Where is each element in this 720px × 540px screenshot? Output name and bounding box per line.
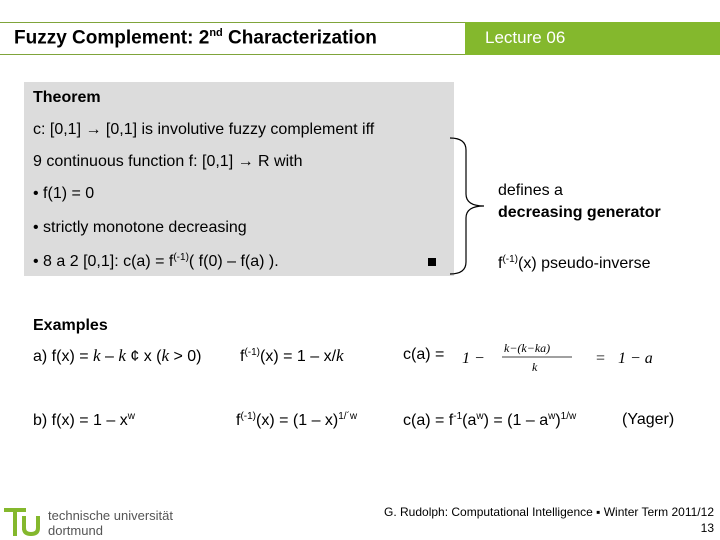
slide-title: Fuzzy Complement: 2nd Characterization bbox=[14, 27, 377, 49]
logo-line-2: dortmund bbox=[48, 523, 103, 538]
formula-denominator: k bbox=[532, 360, 538, 374]
example-a-function: a) f(x) = k – k ¢ x (k > 0) bbox=[33, 346, 202, 365]
generator-note-line-1: defines a bbox=[498, 182, 563, 199]
example-b-function: b) $f(x) = 1 - x^w$ bbox=[33, 411, 135, 429]
theorem-bullet-2: • strictly monotone decreasing bbox=[33, 219, 247, 236]
example-b-complement: $c(a) = f^{-1}(a^w) = (1 - a^w)^{1/w}$ bbox=[403, 411, 577, 429]
yager-label: (Yager) bbox=[622, 411, 675, 428]
example-b-inverse: $f^{(-1)}(x) = (1 - x)^{1/´w}$ bbox=[236, 411, 358, 429]
formula-lead: 1 − bbox=[462, 350, 485, 367]
generator-note bbox=[498, 180, 661, 224]
example-a-formula bbox=[460, 340, 675, 376]
theorem-box bbox=[24, 82, 454, 276]
footer-credit-text: G. Rudolph: Computational Intelligence ▪ Winter Term 2011/12 bbox=[384, 505, 714, 519]
formula-equals: = bbox=[596, 350, 606, 367]
formula-numerator: k−(k−ka) bbox=[504, 341, 551, 355]
generator-note-line-2: decreasing generator bbox=[498, 204, 661, 221]
example-a-complement-label: c(a) = bbox=[403, 346, 445, 363]
examples-heading: Examples bbox=[33, 317, 108, 334]
tu-dortmund-logo bbox=[0, 502, 200, 540]
example-a-inverse: $f^{(-1)}(x) = 1 - x/k$ bbox=[240, 346, 344, 365]
qed-square-icon bbox=[428, 258, 436, 266]
theorem-line-1: c: [0,1] → [0,1] is involutive fuzzy complement iff bbox=[33, 121, 375, 138]
lecture-label: Lecture 06 bbox=[485, 28, 566, 47]
page-number: 13 bbox=[700, 521, 714, 535]
theorem-bullet-1: • f(1) = 0 bbox=[33, 185, 95, 202]
footer-credit bbox=[384, 504, 714, 536]
theorem-heading: Theorem bbox=[33, 89, 101, 106]
logo-line-1: technische universität bbox=[48, 508, 174, 523]
theorem-line-2: 9 continuous function f: [0,1] → R with bbox=[33, 153, 303, 170]
theorem-bullet-3: • 8 a 2 [0,1]: $c(a) = f^{(-1)}$( f(0) – f(a) ). bbox=[33, 252, 279, 270]
formula-result: 1 − a bbox=[618, 350, 653, 367]
right-brace-icon bbox=[448, 136, 488, 276]
pseudo-inverse-note: $f^{(-1)}(x)$ pseudo-inverse bbox=[498, 254, 651, 272]
